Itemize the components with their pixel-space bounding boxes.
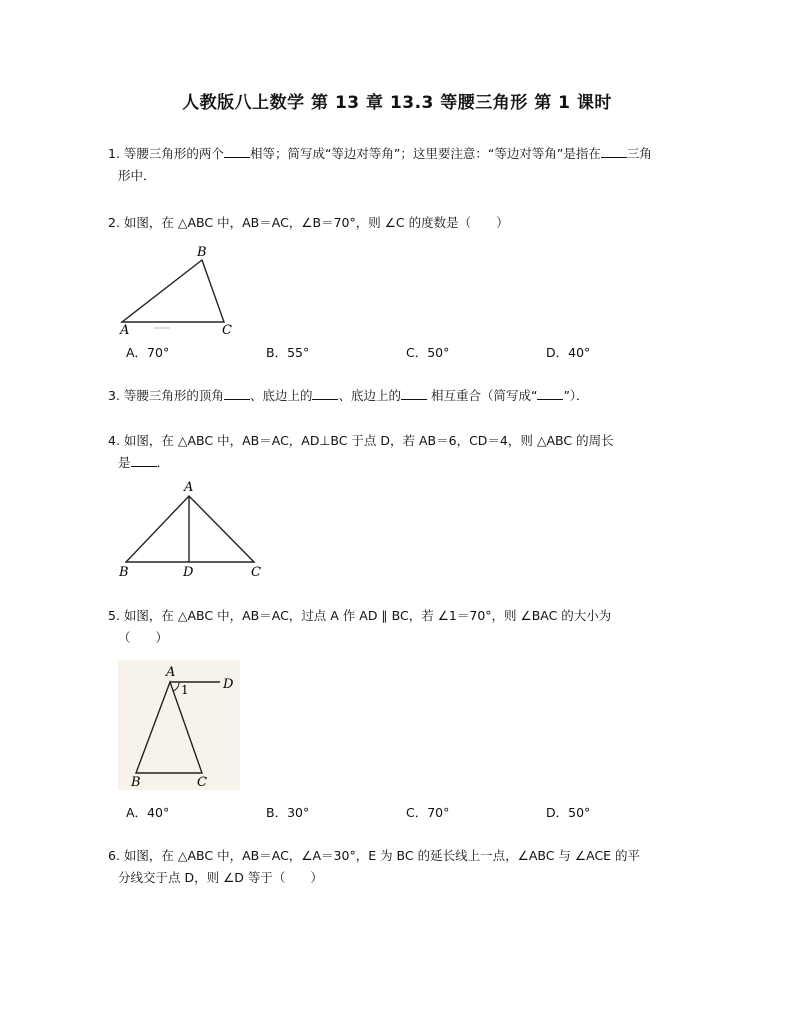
foot-label-d: D: [183, 565, 194, 580]
vertex-label-b: B: [119, 565, 129, 580]
question-text: 三角: [626, 146, 652, 161]
question-text: 、底边上的: [249, 388, 313, 403]
options-q5: [126, 803, 726, 823]
triangle-abc: [126, 496, 254, 562]
answer-blank[interactable]: [224, 145, 250, 158]
question-text-continued: [108, 452, 708, 474]
option-d[interactable]: D．40°: [546, 345, 591, 360]
question-number: 4.: [108, 433, 120, 448]
question-text: 如图，在 △ABC 中，AB＝AC，∠A＝30°，E 为 BC 的延长线上一点，∠ABC 与 ∠ACE 的平: [123, 848, 641, 863]
question-text: 如图，在 △ABC 中，AB＝AC，AD⊥BC 于点 D，若 AB＝6，CD＝4，则 △ABC 的周长: [123, 433, 614, 448]
question-1: [108, 143, 708, 187]
option-b[interactable]: B．55°: [266, 345, 310, 360]
point-label-d: D: [223, 677, 234, 692]
question-text: 如图，在 △ABC 中，AB＝AC，过点 A 作 AD ∥ BC，若 ∠1＝70°，则 ∠BAC 的大小为: [123, 608, 612, 623]
vertex-label-a: A: [120, 323, 130, 338]
triangle-figure-q5: [118, 660, 240, 790]
question-number: 5.: [108, 608, 120, 623]
question-5: [108, 605, 708, 649]
question-number: 3.: [108, 388, 120, 403]
triangle-figure-q4: [114, 476, 274, 582]
question-number: 1.: [108, 146, 120, 161]
options-q2: [126, 343, 726, 363]
answer-blank[interactable]: [537, 387, 563, 400]
angle-label-1: 1: [181, 683, 189, 697]
question-text: 等腰三角形的两个: [123, 146, 224, 161]
question-text-continued: （ ）: [118, 630, 169, 645]
vertex-label-b: B: [197, 245, 207, 260]
question-text-continued: 形中．: [118, 168, 156, 183]
option-a[interactable]: A．70°: [126, 345, 170, 360]
question-text: ”）．: [563, 388, 589, 403]
question-2: [108, 212, 708, 234]
vertex-label-a: A: [166, 665, 176, 680]
vertex-label-a: A: [184, 480, 194, 495]
question-text-continued: 分线交于点 D，则 ∠D 等于（ ）: [118, 870, 323, 885]
question-text: 是: [118, 455, 131, 470]
option-d[interactable]: D．50°: [546, 805, 591, 820]
option-c[interactable]: C．70°: [406, 805, 450, 820]
option-b[interactable]: B．30°: [266, 805, 310, 820]
question-text: 等腰三角形的顶角: [123, 388, 224, 403]
question-6: [108, 845, 708, 889]
vertex-label-c: C: [251, 565, 261, 580]
answer-blank[interactable]: [224, 387, 250, 400]
question-text: 、底边上的: [338, 388, 401, 403]
question-text: 如图，在 △ABC 中，AB＝AC，∠B＝70°，则 ∠C 的度数是（ ）: [123, 215, 509, 230]
question-number: 6.: [108, 848, 120, 863]
answer-blank[interactable]: [312, 387, 338, 400]
triangle-figure-q2: [114, 242, 244, 338]
answer-blank[interactable]: [131, 454, 157, 467]
vertex-label-c: C: [222, 323, 232, 338]
question-number: 2.: [108, 215, 120, 230]
question-text: 相等；简写成“等边对等角”；这里要注意：“等边对等角”是指在: [249, 146, 601, 161]
question-text: 相互重合（简写成“: [430, 388, 538, 403]
option-a[interactable]: A．40°: [126, 805, 170, 820]
question-text: ．: [156, 455, 170, 470]
option-c[interactable]: C．50°: [406, 345, 450, 360]
question-4: [108, 430, 708, 474]
question-3: [108, 385, 708, 407]
triangle-abc: [122, 260, 224, 322]
page-title: 人教版八上数学 第 13 章 13.3 等腰三角形 第 1 课时: [182, 93, 612, 113]
vertex-label-b: B: [131, 775, 141, 790]
answer-blank[interactable]: [601, 145, 627, 158]
answer-blank[interactable]: [401, 387, 427, 400]
vertex-label-c: C: [197, 775, 207, 790]
